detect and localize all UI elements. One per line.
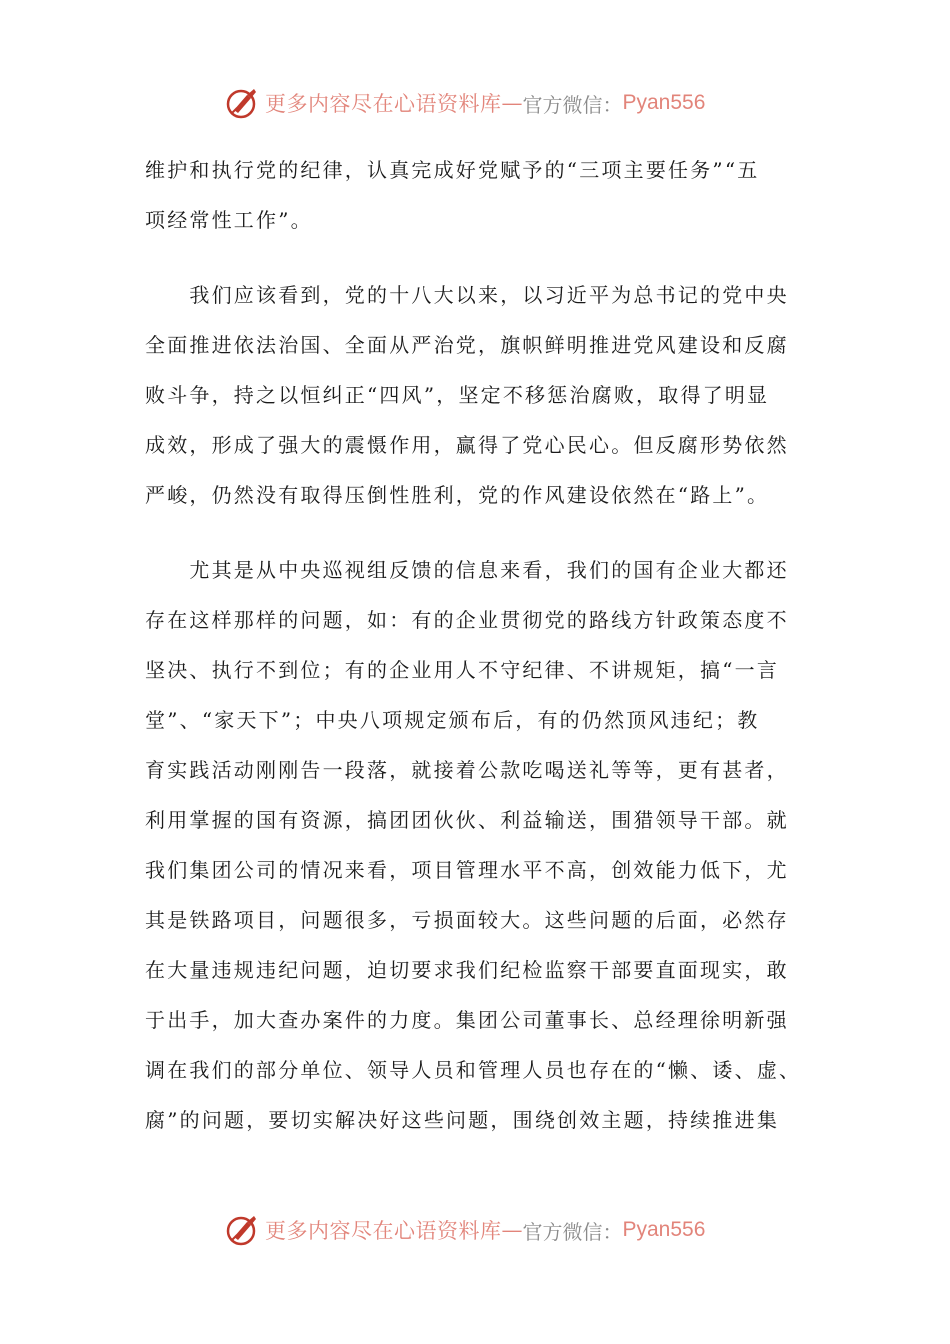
text-line: 严峻，仍然没有取得压倒性胜利，党的作风建设依然在“路上”。 bbox=[145, 483, 770, 507]
text-line: 调在我们的部分单位、领导人员和管理人员也存在的“懒、诿、虚、 bbox=[145, 1058, 802, 1082]
pen-logo-icon bbox=[225, 1213, 259, 1247]
text-line: 育实践活动刚刚告一段落，就接着公款吃喝送礼等等，更有甚者， bbox=[145, 758, 789, 782]
text-line: 项经常性工作”。 bbox=[145, 208, 313, 232]
header-watermark bbox=[225, 86, 705, 120]
watermark-title: 更多内容尽在心语资料库 bbox=[265, 92, 502, 116]
text-line: 于出手，加大查办案件的力度。集团公司董事长、总经理徐明新强 bbox=[145, 1008, 789, 1032]
text-line: 维护和执行党的纪律，认真完成好党赋予的“三项主要任务”“五 bbox=[145, 158, 760, 182]
text-line: 其是铁路项目，问题很多，亏损面较大。这些问题的后面，必然存 bbox=[145, 908, 789, 932]
watermark-label: 官方微信： bbox=[522, 1219, 623, 1244]
document-body bbox=[145, 145, 805, 1145]
watermark-handle: Pyan556 bbox=[622, 91, 706, 114]
text-line: 成效，形成了强大的震慑作用，赢得了党心民心。但反腐形势依然 bbox=[145, 433, 789, 457]
text-line: 坚决、执行不到位；有的企业用人不守纪律、不讲规矩，搞“一言 bbox=[145, 658, 780, 682]
text-line: 我们集团公司的情况来看，项目管理水平不高，创效能力低下，尤 bbox=[145, 858, 789, 882]
text-line: 我们应该看到，党的十八大以来，以习近平为总书记的党中央 bbox=[145, 283, 789, 307]
pen-logo-icon bbox=[225, 86, 259, 120]
text-line: 腐”的问题，要切实解决好这些问题，围绕创效主题，持续推进集 bbox=[145, 1108, 780, 1132]
text-line: 尤其是从中央巡视组反馈的信息来看，我们的国有企业大都还 bbox=[145, 558, 789, 582]
watermark-handle: Pyan556 bbox=[622, 1218, 706, 1241]
watermark-title: 更多内容尽在心语资料库 bbox=[265, 1219, 502, 1243]
text-line: 败斗争，持之以恒纠正“四风”，坚定不移惩治腐败，取得了明显 bbox=[145, 383, 770, 407]
watermark-dash: — bbox=[501, 1218, 523, 1242]
footer-watermark bbox=[225, 1213, 705, 1247]
text-line: 堂”、“家天下”；中央八项规定颁布后，有的仍然顶风违纪；教 bbox=[145, 708, 760, 732]
watermark-dash: — bbox=[501, 91, 523, 115]
text-line: 利用掌握的国有资源，搞团团伙伙、利益输送，围猎领导干部。就 bbox=[145, 808, 789, 832]
text-line: 全面推进依法治国、全面从严治党，旗帜鲜明推进党风建设和反腐 bbox=[145, 333, 789, 357]
text-line: 在大量违规违纪问题，迫切要求我们纪检监察干部要直面现实，敢 bbox=[145, 958, 789, 982]
watermark-label: 官方微信： bbox=[522, 92, 623, 117]
text-line: 存在这样那样的问题，如：有的企业贯彻党的路线方针政策态度不 bbox=[145, 608, 789, 632]
